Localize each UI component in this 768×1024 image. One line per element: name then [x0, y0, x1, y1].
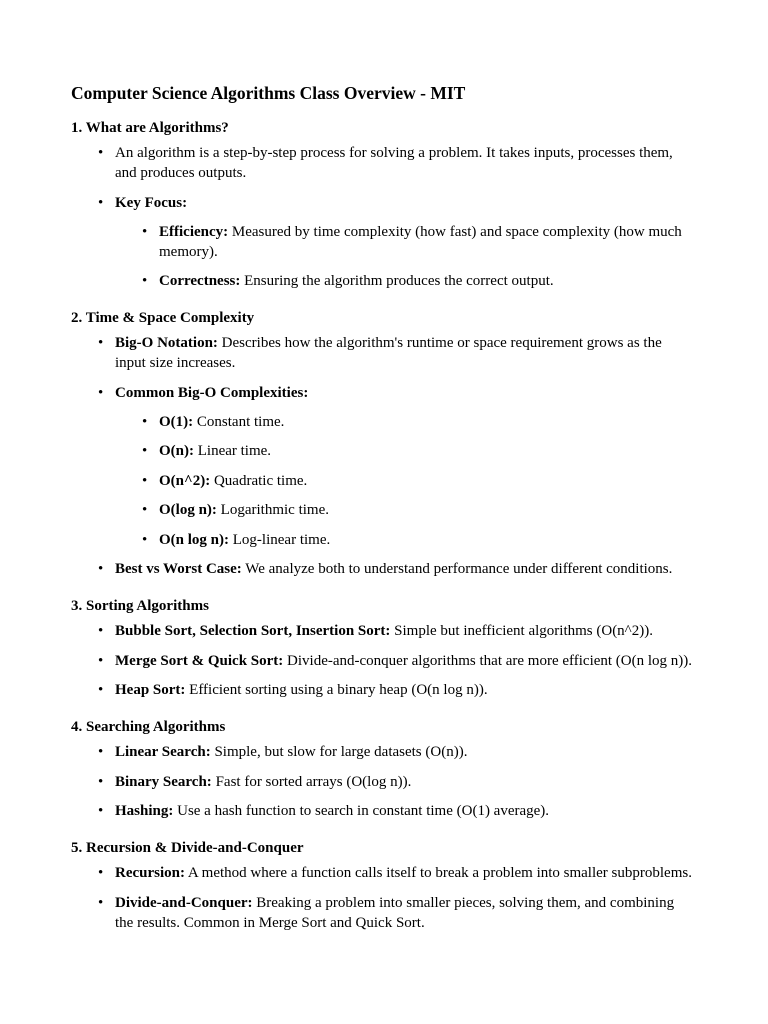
item-text: Linear time. [194, 443, 272, 459]
bullet-icon: • [98, 682, 104, 698]
item-term: Big-O Notation: [115, 335, 218, 351]
bullet-icon: • [142, 443, 148, 459]
bullet-icon: • [98, 561, 104, 577]
list-item [71, 333, 695, 373]
item-term: Linear Search: [115, 744, 211, 760]
item-text: Ensuring the algorithm produces the correct output. [240, 273, 554, 289]
item-text: Efficient sorting using a binary heap (O(n log n)). [185, 682, 488, 698]
item-text: Constant time. [193, 413, 285, 430]
section-time-space-complexity [71, 308, 768, 579]
item-term: O(log n): [159, 502, 217, 518]
bullet-icon: • [98, 384, 104, 401]
bullet-icon: • [98, 335, 104, 351]
item-text: Simple but inefficient algorithms (O(n^2)). [390, 623, 653, 639]
section-sorting-algorithms [71, 596, 768, 700]
section-heading: 2. Time & Space Complexity [71, 310, 255, 326]
section-heading: 4. Searching Algorithms [71, 719, 226, 735]
section-heading: 1. What are Algorithms? [71, 120, 229, 136]
bullet-icon: • [98, 623, 104, 639]
list-item [71, 383, 695, 550]
list-item [71, 742, 695, 762]
item-term: O(1): [159, 413, 194, 430]
item-text: Simple, but slow for large datasets (O(n)). [210, 744, 468, 760]
item-term: Efficiency: [159, 223, 229, 240]
section-heading: 3. Sorting Algorithms [71, 598, 209, 614]
bullet-icon: • [98, 744, 104, 760]
item-term: Best vs Worst Case: [115, 561, 242, 577]
item-term: Merge Sort & Quick Sort: [115, 652, 284, 669]
item-term: Heap Sort: [115, 682, 186, 698]
list-item [71, 621, 695, 641]
list-item [71, 893, 695, 933]
item-term: Recursion: [115, 865, 185, 881]
sub-list-item [115, 530, 695, 550]
bullet-list [71, 742, 768, 821]
bullet-icon: • [98, 652, 104, 669]
bullet-icon: • [98, 773, 104, 790]
sub-bullet-list [115, 412, 695, 550]
list-item [71, 772, 695, 792]
bullet-icon: • [142, 413, 148, 430]
sub-list-item [115, 271, 695, 291]
section-recursion-divide-and-conquer [71, 838, 768, 933]
item-text: An algorithm is a step-by-step process for solving a problem. It takes inputs, processes them, and produces outputs. [115, 145, 673, 181]
sub-list-item [115, 500, 695, 520]
bullet-icon: • [142, 223, 148, 240]
item-text: Measured by time complexity (how fast) and space complexity (how much memory). [159, 223, 682, 260]
sub-list-item [115, 441, 695, 461]
bullet-icon: • [142, 502, 148, 518]
item-term: Correctness: [159, 273, 241, 289]
list-item [71, 143, 695, 183]
item-text: Use a hash function to search in constant time (O(1) average). [173, 803, 550, 819]
item-text: Log-linear time. [229, 531, 331, 548]
section-searching-algorithms [71, 717, 768, 821]
sub-list-item [115, 412, 695, 432]
bullet-icon: • [98, 145, 104, 161]
item-term: Bubble Sort, Selection Sort, Insertion Sort: [115, 623, 391, 639]
item-term: Divide-and-Conquer: [115, 894, 253, 911]
list-item [71, 801, 695, 821]
sub-list-item [115, 222, 695, 262]
bullet-icon: • [98, 865, 104, 881]
item-text: Fast for sorted arrays (O(log n)). [211, 773, 412, 790]
list-item [71, 680, 695, 700]
item-text: Logarithmic time. [216, 502, 329, 518]
bullet-icon: • [142, 531, 148, 548]
item-term: Hashing: [115, 803, 174, 819]
bullet-list [71, 143, 768, 291]
bullet-icon: • [142, 472, 148, 489]
bullet-icon: • [98, 803, 104, 819]
item-term: O(n log n): [159, 531, 230, 548]
section-heading: 5. Recursion & Divide-and-Conquer [71, 840, 304, 856]
bullet-list [71, 621, 768, 700]
item-term: Key Focus: [115, 194, 188, 211]
sub-list-item [115, 471, 695, 491]
item-text: A method where a function calls itself to break a problem into smaller subproblems. [185, 865, 692, 881]
list-item [71, 651, 695, 671]
item-text: Divide-and-conquer algorithms that are more efficient (O(n log n)). [283, 652, 693, 669]
sub-bullet-list [115, 222, 695, 292]
item-term: Binary Search: [115, 773, 212, 790]
bullet-list [71, 333, 768, 579]
list-item [71, 863, 695, 883]
bullet-icon: • [98, 894, 104, 911]
item-text: We analyze both to understand performance under different conditions. [241, 561, 673, 577]
item-text: Breaking a problem into smaller pieces, solving them, and combining the results. Common in Merge Sort and Quick Sort. [115, 894, 675, 931]
bullet-icon: • [98, 194, 104, 211]
item-term: O(n^2): [159, 472, 211, 489]
section-what-are-algorithms [71, 118, 768, 291]
bullet-list [71, 863, 768, 933]
bullet-icon: • [142, 273, 148, 289]
item-term: O(n): [159, 443, 194, 459]
item-text: Quadratic time. [210, 472, 308, 489]
item-text: Describes how the algorithm's runtime or space requirement grows as the input size increases. [115, 335, 662, 371]
item-term: Common Big-O Complexities: [115, 384, 309, 401]
list-item [71, 193, 695, 292]
document-title: Computer Science Algorithms Class Overview - MIT [71, 83, 466, 103]
list-item [71, 559, 695, 579]
